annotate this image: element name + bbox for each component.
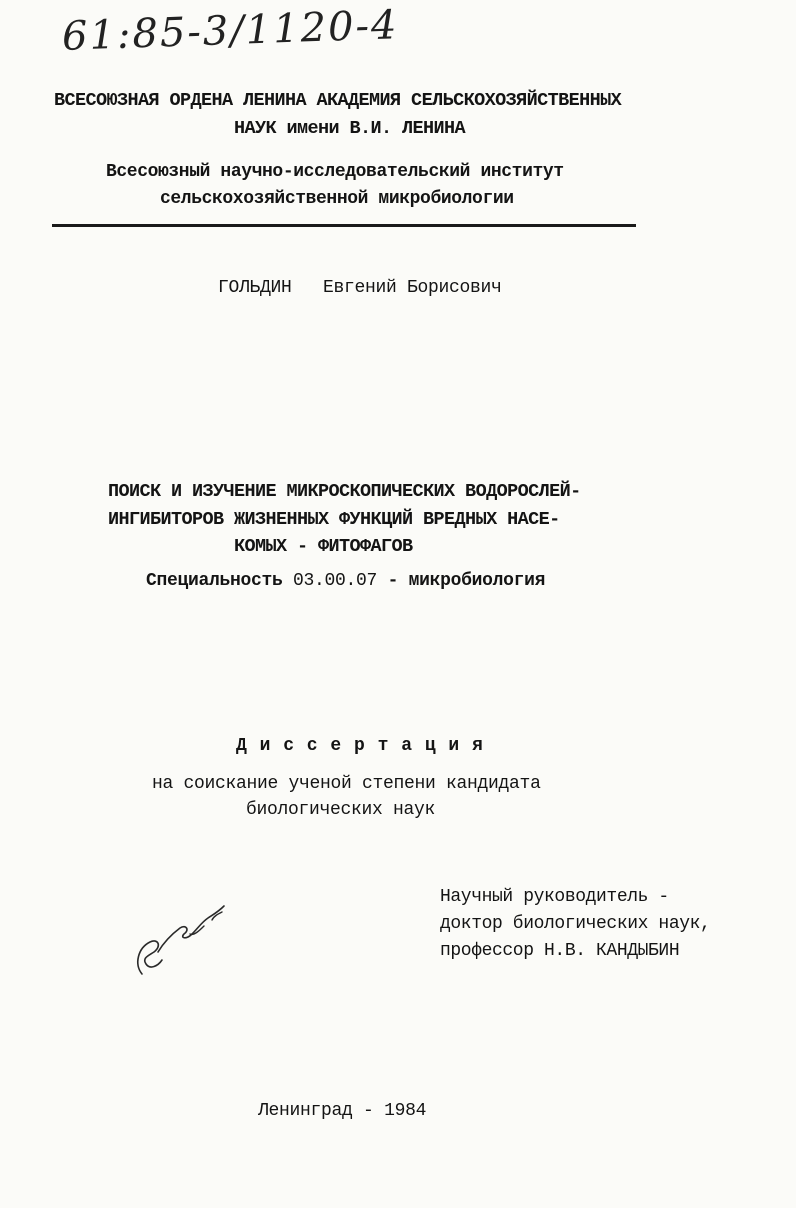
academy-line-1: ВСЕСОЮЗНАЯ ОРДЕНА ЛЕНИНА АКАДЕМИЯ СЕЛЬСКОХОЗЯЙСТВЕННЫХ	[54, 90, 622, 111]
title-line-2: ИНГИБИТОРОВ ЖИЗНЕННЫХ ФУНКЦИЙ ВРЕДНЫХ НАСЕ-	[108, 509, 560, 530]
specialty-label: Специальность	[146, 571, 283, 591]
footer-separator: -	[363, 1101, 374, 1121]
institute-line-2: сельскохозяйственной микробиологии	[160, 189, 514, 209]
supervisor-line-1: Научный руководитель -	[440, 887, 669, 907]
signature	[128, 890, 238, 990]
dissertation-line-1: на соискание ученой степени кандидата	[152, 774, 541, 794]
author-surname: ГОЛЬДИН	[218, 278, 292, 298]
specialty-name: микробиология	[408, 571, 546, 591]
title-line-1: ПОИСК И ИЗУЧЕНИЕ МИКРОСКОПИЧЕСКИХ ВОДОРОСЛЕЙ-	[108, 481, 581, 502]
author-name	[218, 278, 502, 298]
dissertation-heading: Д и с с е р т а ц и я	[236, 736, 484, 756]
footer-place-year	[258, 1101, 426, 1121]
supervisor-line-3: профессор Н.В. КАНДЫБИН	[440, 941, 680, 961]
footer-year: 1984	[384, 1101, 427, 1121]
dissertation-line-2: биологических наук	[246, 800, 436, 820]
specialty-separator: -	[387, 571, 399, 591]
supervisor-line-2: доктор биологических наук,	[440, 914, 711, 934]
title-line-3: КОМЫХ - ФИТОФАГОВ	[234, 536, 413, 557]
archive-mark: 61:85-3/1120-4	[61, 2, 400, 60]
header-divider	[52, 224, 636, 227]
academy-line-2: НАУК имени В.И. ЛЕНИНА	[234, 118, 466, 139]
author-given-names: Евгений Борисович	[323, 278, 502, 298]
specialty-line	[146, 571, 545, 591]
institute-line-1: Всесоюзный научно-исследовательский институт	[106, 162, 564, 182]
footer-place: Ленинград	[258, 1101, 353, 1121]
specialty-code: 03.00.07	[293, 571, 378, 591]
